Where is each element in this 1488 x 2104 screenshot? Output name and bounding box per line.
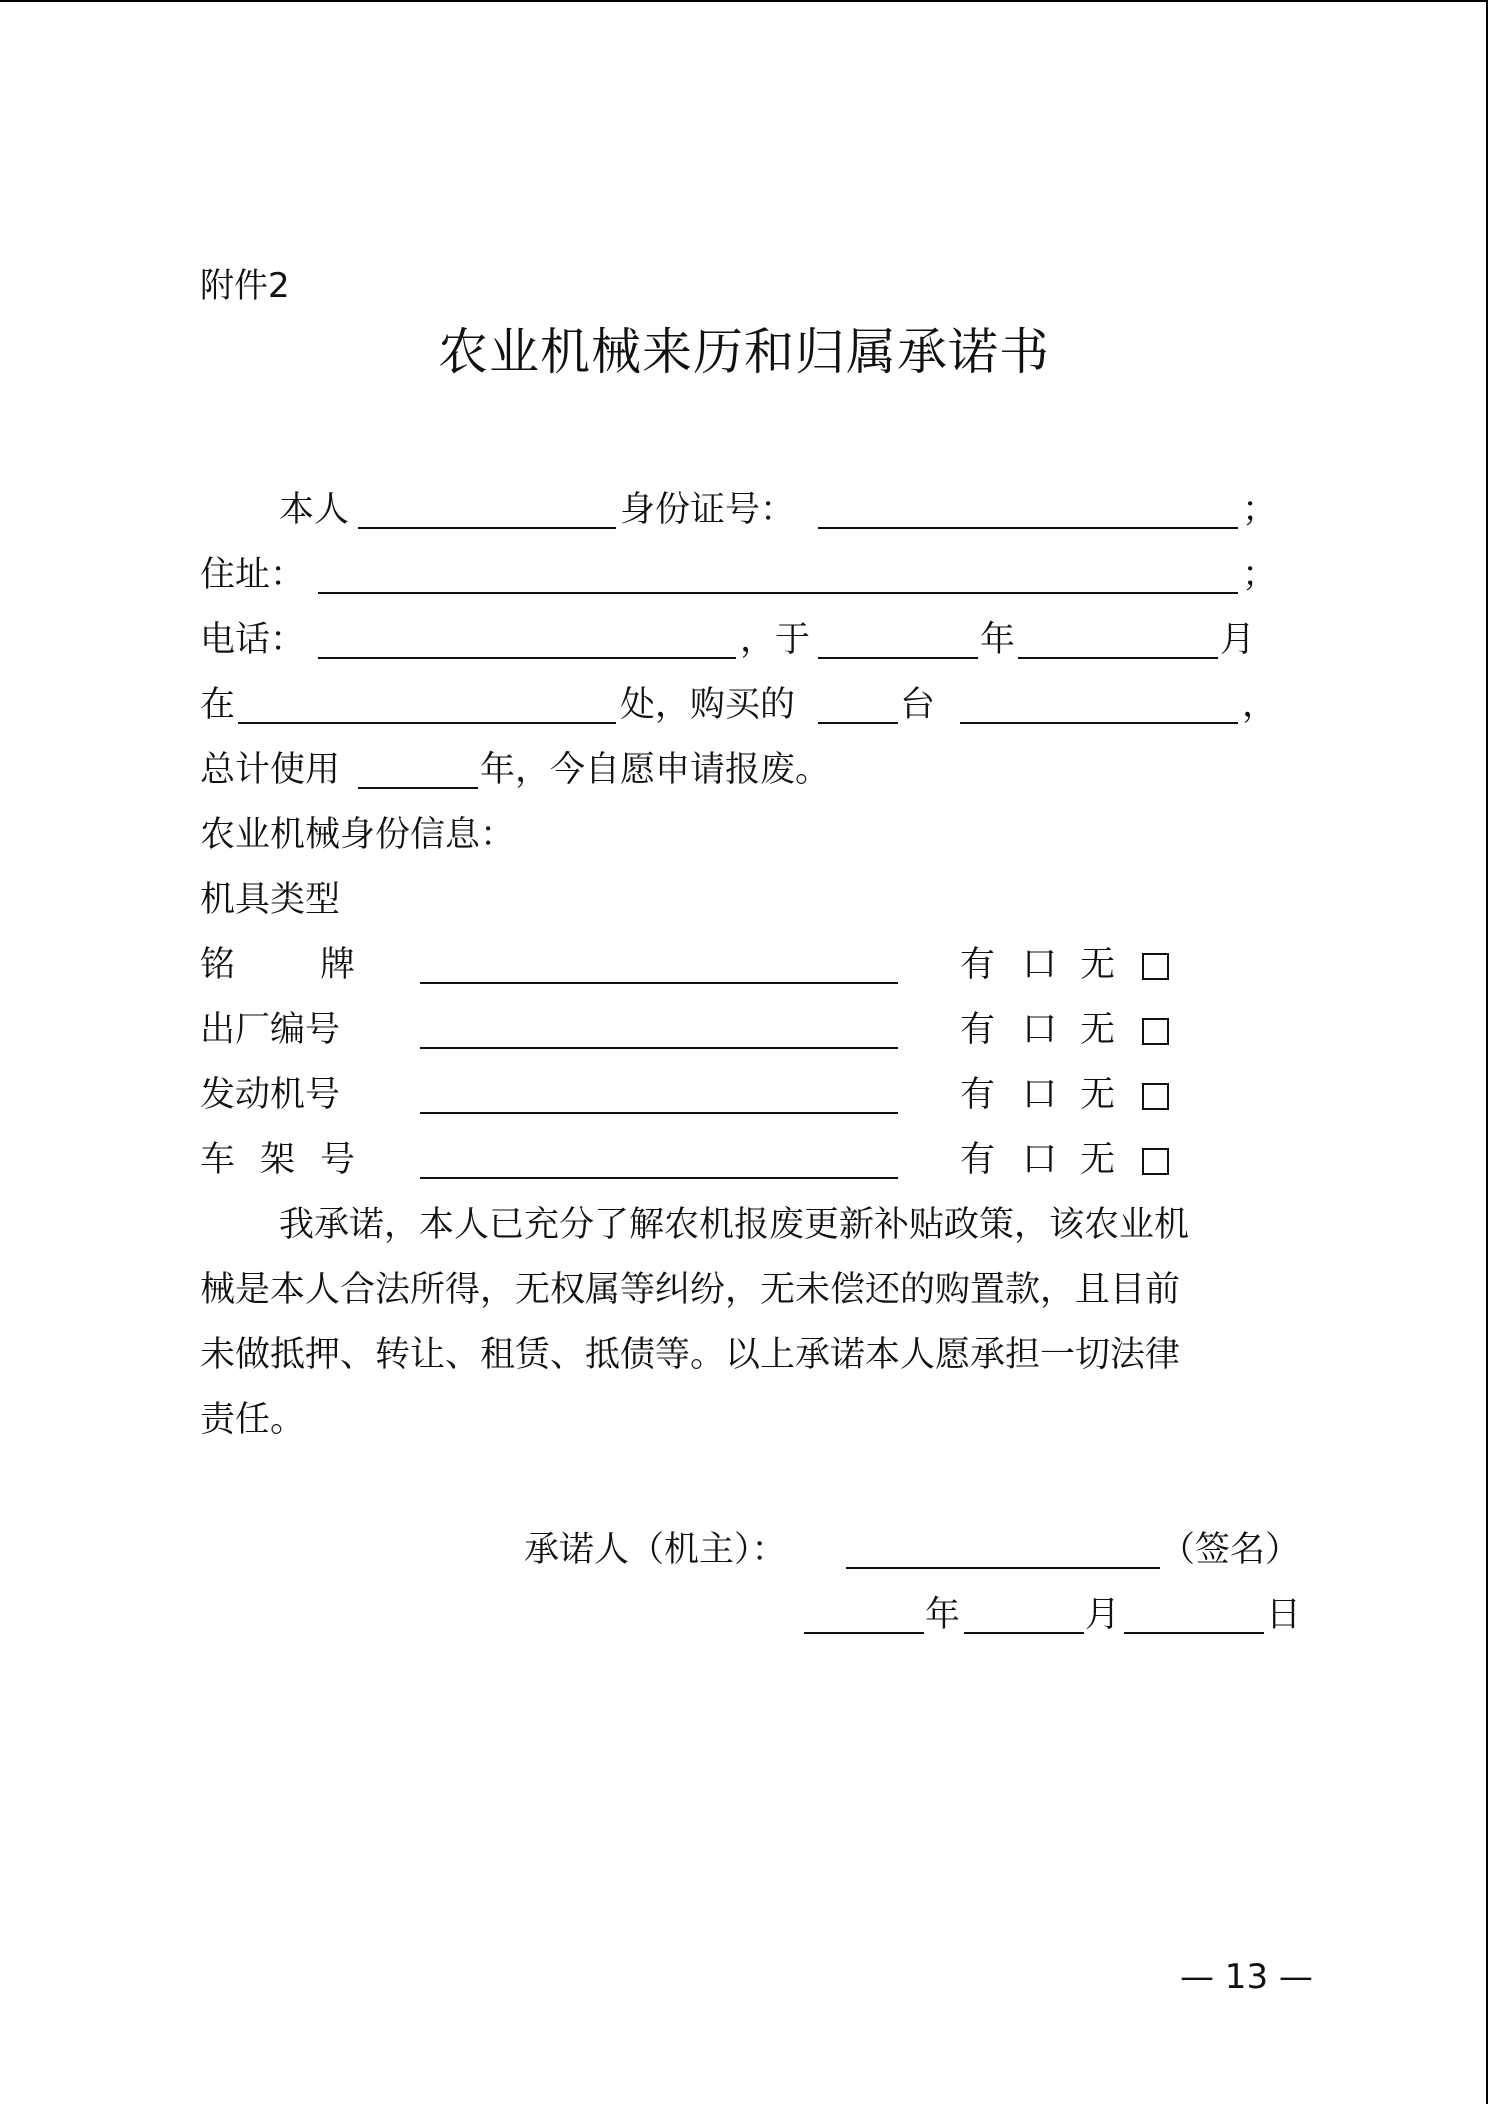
serial-yes-box[interactable]: 口 [1022, 1010, 1058, 1050]
serial-number-blank[interactable] [420, 1047, 898, 1049]
line4-end: ， [1242, 685, 1278, 725]
usage-years-blank[interactable] [358, 787, 478, 789]
signer-label: 承诺人（机主）： [524, 1530, 787, 1570]
phone-blank[interactable] [318, 657, 736, 659]
signature-blank[interactable] [846, 1567, 1160, 1569]
frame-number-blank[interactable] [420, 1177, 898, 1179]
line2-end: ； [1242, 555, 1278, 595]
sign-day-label: 日 [1266, 1595, 1302, 1635]
purchase-year-label: 年 [980, 620, 1016, 660]
frame-yes-label: 有 [960, 1140, 996, 1180]
signature-suffix: （签名） [1160, 1530, 1301, 1570]
page-title: 农业机械来历和归属承诺书 [438, 323, 1050, 381]
usage-suffix: 年，今自愿申请报废。 [480, 750, 831, 790]
nameplate-blank[interactable] [420, 982, 898, 984]
unit-label: 台 [900, 685, 936, 725]
address-label: 住址： [200, 555, 306, 595]
purchase-month-blank[interactable] [1018, 657, 1218, 659]
name-label: 本人 [279, 490, 350, 530]
frame-number-label-3: 号 [320, 1140, 356, 1180]
sign-year-blank[interactable] [804, 1632, 924, 1634]
id-number-blank[interactable] [818, 527, 1238, 529]
line1-end: ； [1242, 490, 1278, 530]
name-blank[interactable] [358, 527, 616, 529]
nameplate-no-label: 无 [1080, 945, 1116, 985]
annex-label: 附件2 [200, 266, 290, 306]
pledge-line-2: 械是本人合法所得，无权属等纠纷，无未偿还的购置款，且目前 [200, 1270, 1181, 1310]
address-blank[interactable] [318, 592, 1238, 594]
serial-number-label: 出厂编号 [200, 1010, 341, 1050]
pledge-line-4: 责任。 [200, 1400, 306, 1440]
serial-no-checkbox[interactable] [1142, 1018, 1169, 1045]
frame-number-label-2: 架 [260, 1140, 296, 1180]
id-number-label: 身份证号： [620, 490, 796, 530]
sign-day-blank[interactable] [1124, 1632, 1264, 1634]
nameplate-no-checkbox[interactable] [1142, 953, 1169, 980]
phone-label: 电话： [200, 620, 306, 660]
pledge-line-3: 未做抵押、转让、租赁、抵债等。以上承诺本人愿承担一切法律 [200, 1335, 1181, 1375]
id-info-label: 农业机械身份信息： [200, 815, 516, 855]
engine-yes-label: 有 [960, 1075, 996, 1115]
purchase-on-label: ，于 [740, 620, 811, 660]
machine-name-blank[interactable] [960, 722, 1238, 724]
page-top-border [0, 0, 1488, 2]
nameplate-label-1: 铭 [200, 945, 236, 985]
nameplate-yes-label: 有 [960, 945, 996, 985]
engine-no-checkbox[interactable] [1142, 1083, 1169, 1110]
serial-yes-label: 有 [960, 1010, 996, 1050]
frame-yes-box[interactable]: 口 [1022, 1140, 1058, 1180]
usage-label: 总计使用 [200, 750, 341, 790]
pledge-line-1: 我承诺，本人已充分了解农机报废更新补贴政策，该农业机 [279, 1205, 1190, 1245]
engine-number-blank[interactable] [420, 1112, 898, 1114]
location-blank[interactable] [238, 722, 616, 724]
engine-number-label: 发动机号 [200, 1075, 341, 1115]
frame-number-label-1: 车 [200, 1140, 236, 1180]
nameplate-label-2: 牌 [320, 945, 356, 985]
nameplate-yes-box[interactable]: 口 [1022, 945, 1058, 985]
frame-no-label: 无 [1080, 1140, 1116, 1180]
engine-no-label: 无 [1080, 1075, 1116, 1115]
sign-year-label: 年 [925, 1595, 961, 1635]
serial-no-label: 无 [1080, 1010, 1116, 1050]
page-number: — 13 — [1180, 1957, 1313, 1997]
purchase-year-blank[interactable] [818, 657, 978, 659]
engine-yes-box[interactable]: 口 [1022, 1075, 1058, 1115]
purchase-month-label: 月 [1220, 620, 1256, 660]
quantity-blank[interactable] [818, 722, 898, 724]
purchased-label: 处，购买的 [620, 685, 796, 725]
location-label: 在 [200, 685, 236, 725]
machine-type-label: 机具类型 [200, 880, 341, 920]
frame-no-checkbox[interactable] [1142, 1148, 1169, 1175]
sign-month-label: 月 [1085, 1595, 1121, 1635]
sign-month-blank[interactable] [964, 1632, 1084, 1634]
